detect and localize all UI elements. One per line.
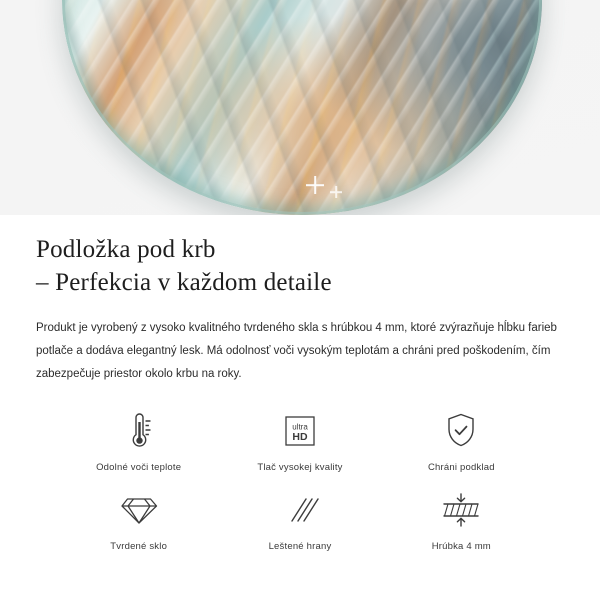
- page-title-line-2: – Perfekcia v každom detaile: [36, 269, 332, 296]
- feature-item-thickness: [381, 487, 542, 552]
- shield-check-icon: [443, 408, 479, 454]
- thickness-icon: [439, 487, 483, 533]
- hero-image: [0, 0, 600, 215]
- feature-item-tempered-glass: [58, 487, 219, 552]
- product-description-text: Produkt je vyrobený z vysoko kvalitného tvrdeného skla s hrúbkou 4 mm, ktoré zvýrazňuje hĺbku farieb potlače a dodáva elegantný lesk. Má odolnosť voči vysokým teplotám a chráni pred poškodením, čím zabezpečuje priestor okolo krbu na roky.: [36, 322, 557, 380]
- svg-text:ultra: ultra: [292, 422, 308, 432]
- diamond-icon: [119, 487, 159, 533]
- feature-label: Hrúbka 4 mm: [431, 541, 491, 552]
- page-title-line-1: Podložka pod krb: [36, 236, 216, 263]
- feature-label: Tvrdené sklo: [110, 541, 168, 552]
- feature-item-polished-edges: [219, 487, 380, 552]
- feature-item-temperature: [58, 408, 219, 473]
- feature-grid: [36, 408, 564, 552]
- feature-label: Odolné voči teplote: [96, 462, 182, 473]
- ultra-hd-icon: [280, 408, 320, 454]
- feature-label: Tlač vysokej kvality: [257, 462, 343, 473]
- feature-item-print-quality: [219, 408, 380, 473]
- svg-text:HD: HD: [292, 431, 308, 443]
- marble-glass-board-icon: [62, 0, 542, 215]
- feature-item-surface-protection: [381, 408, 542, 473]
- feature-label: Leštené hrany: [268, 541, 332, 552]
- page-title: [36, 233, 564, 299]
- polished-edges-icon: [280, 487, 320, 533]
- feature-label: Chráni podklad: [427, 462, 495, 473]
- thermometer-icon: [122, 408, 156, 454]
- content-area: [0, 215, 600, 552]
